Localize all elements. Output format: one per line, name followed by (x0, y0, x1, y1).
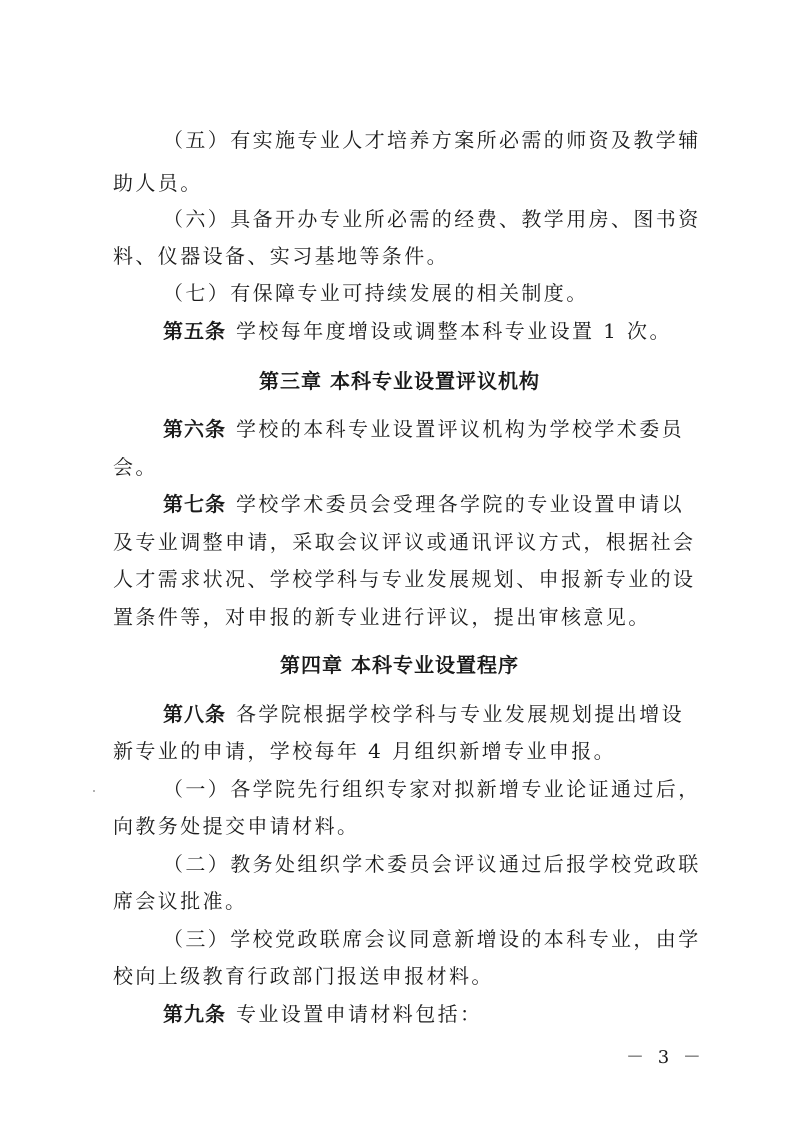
item-6-line-2: 料、仪器设备、实习基地等条件。 (113, 244, 449, 268)
item-5-line-2: 助人员。 (113, 171, 203, 195)
article-7-label: 第七条 (163, 492, 226, 516)
item-7-line: （七）有保障专业可持续发展的相关制度。 (163, 281, 589, 305)
article-6-cont: 会。 (113, 455, 158, 479)
article-9-text: 专业设置申请材料包括： (236, 1002, 483, 1026)
article-8-cont: 新专业的申请，学校每年 4 月组织新增专业申报。 (113, 739, 617, 763)
chapter-3-heading: 第三章 本科专业设置评议机构 (259, 369, 540, 393)
article-7-cont-2: 人才需求状况、学校学科与专业发展规划、申报新专业的设 (113, 567, 696, 591)
article-5 (163, 318, 672, 344)
article-7-cont-3: 置条件等，对申报的新专业进行评议，提出审核意见。 (113, 605, 651, 629)
article-8-item-1-line-2: 向教务处提交申请材料。 (113, 814, 360, 838)
article-6 (163, 416, 684, 442)
article-7-text: 学校学术委员会受理各学院的专业设置申请以 (236, 492, 684, 516)
article-8-item-1-line-1: （一）各学院先行组织专家对拟新增专业论证通过后， (163, 777, 701, 801)
article-8-item-2-line-2: 席会议批准。 (113, 889, 248, 913)
article-5-label: 第五条 (163, 319, 226, 343)
article-7 (163, 491, 684, 517)
article-6-text: 学校的本科专业设置评议机构为学校学术委员 (236, 417, 684, 441)
item-5-line-1: （五）有实施专业人才培养方案所必需的师资及教学辅 (163, 128, 701, 152)
article-6-label: 第六条 (163, 417, 226, 441)
page-number: － 3 － (626, 1047, 705, 1068)
article-8 (163, 701, 684, 727)
chapter-4-heading: 第四章 本科专业设置程序 (280, 653, 519, 677)
article-9-label: 第九条 (163, 1002, 226, 1026)
article-9 (163, 1001, 482, 1027)
article-8-text: 各学院根据学校学科与专业发展规划提出增设 (236, 702, 684, 726)
article-8-item-3-line-2: 校向上级教育行政部门报送申报材料。 (113, 964, 494, 988)
article-8-label: 第八条 (163, 702, 226, 726)
scan-speck (93, 790, 95, 792)
article-7-cont-1: 及专业调整申请，采取会议评议或通讯评议方式，根据社会 (113, 530, 696, 554)
item-6-line-1: （六）具备开办专业所必需的经费、教学用房、图书资 (163, 207, 701, 231)
article-8-item-3-line-1: （三）学校党政联席会议同意新增设的本科专业，由学 (163, 927, 701, 951)
article-5-text: 学校每年度增设或调整本科专业设置 1 次。 (236, 319, 672, 343)
article-8-item-2-line-1: （二）教务处组织学术委员会评议通过后报学校党政联 (163, 852, 701, 876)
